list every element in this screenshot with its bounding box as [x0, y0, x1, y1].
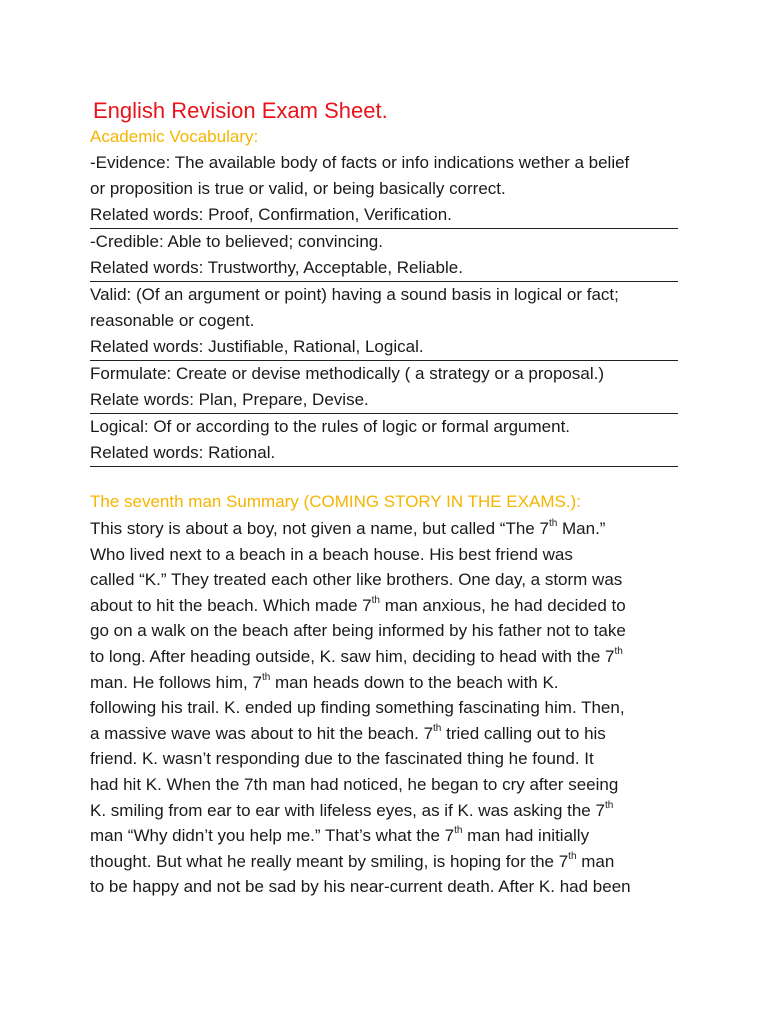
- story-line: [90, 695, 690, 721]
- ordinal-superscript: th: [614, 646, 623, 658]
- vocab-line: -Credible: Able to believed; convincing.: [90, 232, 383, 251]
- story-line: [90, 644, 690, 670]
- story-text: Man.”: [557, 519, 606, 538]
- vocab-line: Related words: Justifiable, Rational, Logical.: [90, 337, 424, 356]
- vocab-entry: [90, 361, 678, 414]
- story-line: [90, 670, 690, 696]
- vocab-line: Formulate: Create or devise methodically ( a strategy or a proposal.): [90, 364, 605, 383]
- vocab-entry: [90, 414, 678, 467]
- story-text: thought. But what he really meant by smiling, is hoping for the 7: [90, 851, 569, 871]
- story-text: man “Why didn’t you help me.” That’s what the 7: [90, 826, 455, 846]
- vocab-entry: [90, 282, 678, 361]
- document-title: English Revision Exam Sheet.: [93, 98, 388, 123]
- vocab-entry: [90, 229, 678, 282]
- ordinal-superscript: th: [548, 518, 558, 530]
- vocab-line: Related words: Proof, Confirmation, Verification.: [90, 205, 452, 224]
- story-line: [90, 721, 690, 747]
- story-line: [90, 823, 690, 849]
- vocab-line: reasonable or cogent.: [90, 311, 255, 330]
- story-text: Who lived next to a beach in a beach house. His best friend was: [90, 544, 573, 564]
- ordinal-superscript: th: [604, 799, 614, 811]
- story-text: called “K.” They treated each other like brothers. One day, a storm was: [90, 570, 623, 590]
- story-line: [90, 567, 690, 593]
- story-text: K. smiling from ear to ear with lifeless eyes, as if K. was asking the 7: [90, 800, 605, 820]
- story-line: [90, 849, 690, 875]
- story-line: [90, 874, 690, 900]
- story-text: man had initially: [462, 826, 590, 846]
- story-heading: The seventh man Summary (COMING STORY IN THE EXAMS.):: [90, 492, 581, 511]
- story-summary: [90, 516, 690, 900]
- story-text: to be happy and not be sad by his near-current death. After K. had been: [90, 877, 631, 897]
- vocabulary-heading: Academic Vocabulary:: [90, 127, 259, 146]
- vocab-line: Related words: Trustworthy, Acceptable, Reliable.: [90, 258, 463, 277]
- story-text: a massive wave was about to hit the beach. 7: [90, 723, 434, 743]
- story-line: [90, 746, 690, 772]
- ordinal-superscript: th: [454, 825, 463, 837]
- story-line: [90, 772, 690, 798]
- vocab-line: Valid: (Of an argument or point) having a sound basis in logical or fact;: [90, 285, 619, 304]
- story-line: [90, 516, 690, 542]
- story-line: [90, 593, 690, 619]
- vocabulary-list: [90, 150, 678, 467]
- story-text: to long. After heading outside, K. saw him, deciding to head with the 7: [90, 646, 615, 666]
- story-text: man. He follows him, 7: [90, 672, 262, 692]
- ordinal-superscript: th: [371, 595, 380, 607]
- story-text: had hit K. When the 7th man had noticed, he began to cry after seeing: [90, 774, 619, 794]
- vocab-entry: [90, 150, 678, 229]
- story-text: man anxious, he had decided to: [379, 595, 626, 615]
- story-text: tried calling out to his: [441, 723, 606, 743]
- story-line: [90, 618, 690, 644]
- story-text: man: [576, 851, 615, 871]
- story-text: friend. K. wasn’t responding due to the fascinated thing he found. It: [90, 749, 594, 769]
- vocab-line: Related words: Rational.: [90, 443, 276, 462]
- vocab-line: -Evidence: The available body of facts or info indications wether a belief: [90, 153, 630, 172]
- vocab-line: or proposition is true or valid, or being basically correct.: [90, 179, 506, 198]
- ordinal-superscript: th: [433, 723, 442, 735]
- story-text: man heads down to the beach with K.: [270, 672, 559, 692]
- story-line: [90, 542, 690, 568]
- vocab-line: Logical: Of or according to the rules of logic or formal argument.: [90, 417, 571, 436]
- story-line: [90, 798, 690, 824]
- vocab-line: Relate words: Plan, Prepare, Devise.: [90, 390, 369, 409]
- ordinal-superscript: th: [261, 671, 271, 683]
- story-text: following his trail. K. ended up finding something fascinating him. Then,: [90, 698, 625, 718]
- story-text: go on a walk on the beach after being informed by his father not to take: [90, 621, 626, 641]
- story-text: This story is about a boy, not given a name, but called “The 7: [90, 519, 549, 538]
- story-text: about to hit the beach. Which made 7: [90, 595, 372, 615]
- ordinal-superscript: th: [568, 851, 577, 863]
